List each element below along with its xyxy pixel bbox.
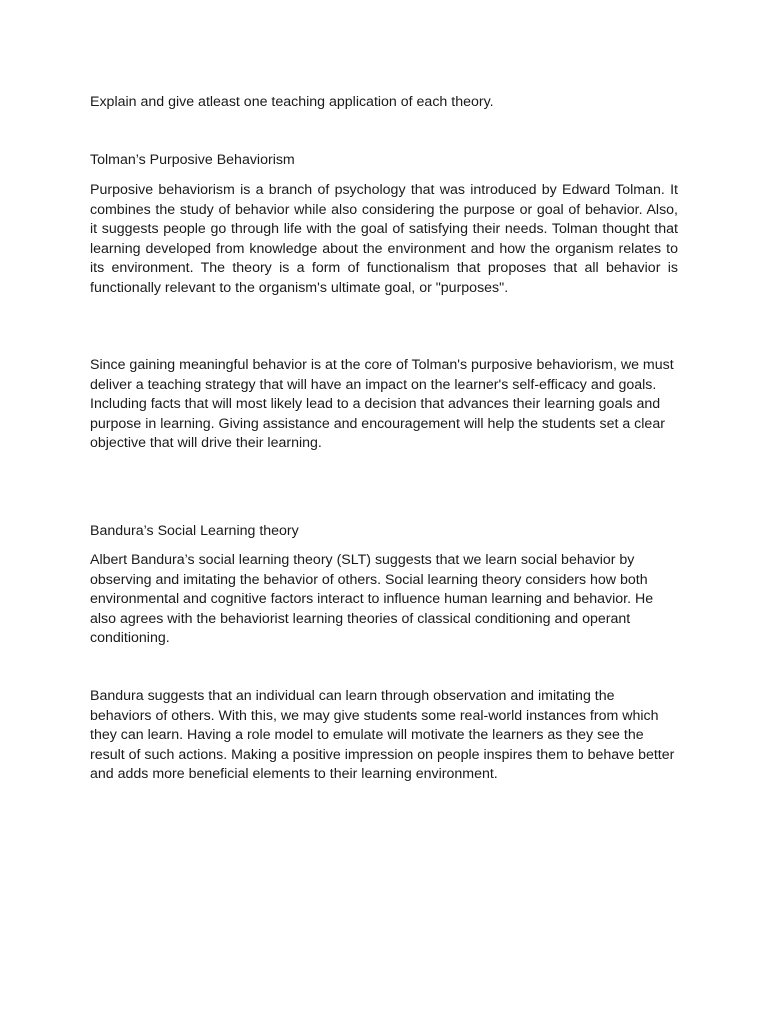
assignment-prompt: Explain and give atleast one teaching application of each theory. [90,94,494,110]
paragraph-tolman-application: Since gaining meaningful behavior is at the core of Tolman's purposive behaviorism, we must deliver a teaching strategy that will have an impact on the learner's self-efficacy and goals. Including facts that will most likely lead to a decision that advances their learning goals and purpose in learning. Giving assistance and encouragement will help the students set a clear objective that will drive their learning. [90,357,674,452]
paragraph-tolman-theory: Purposive behaviorism is a branch of psychology that was introduced by Edward Tolman. It combines the study of behavior while also considering the purpose or goal of behavior. Also, it suggests people go through life with the goal of satisfying their needs. Tolman thought that learning developed from knowledge about the environment and how the organism relates to its environment. The theory is a form of functionalism that proposes that all behavior is functionally relevant to the organism's ultimate goal, or "purposes". [90,182,678,296]
paragraph-bandura-application: Bandura suggests that an individual can learn through observation and imitating the behaviors of others. With this, we may give students some real-world instances from which they can learn. Having a role model to emulate will motivate the learners as they see the result of such actions. Making a positive impression on people inspires them to behave better and adds more beneficial elements to their learning environment. [90,688,675,783]
section-heading-tolman: Tolman’s Purposive Behaviorism [90,152,295,168]
paragraph-bandura-theory: Albert Bandura’s social learning theory (SLT) suggests that we learn social behavior by observing and imitating the behavior of others. Social learning theory considers how both environmental and cognitive factors interact to influence human learning and behavior. He also agrees with the behaviorist learning theories of classical conditioning and operant conditioning. [90,552,654,647]
section-heading-bandura: Bandura’s Social Learning theory [90,523,299,539]
